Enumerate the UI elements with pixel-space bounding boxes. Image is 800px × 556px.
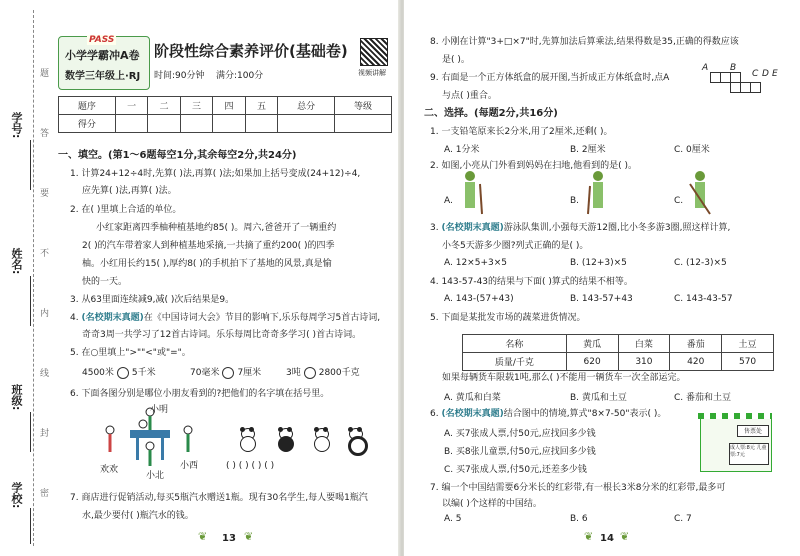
choice-option[interactable]: B. 6 (570, 514, 588, 524)
panda-view-icon (276, 428, 294, 452)
cut-mark: 不 (40, 249, 50, 259)
school-line[interactable] (30, 508, 31, 544)
page-number: 14 (600, 533, 614, 544)
question-5: 5. 在○里填上">""<"或"="。 (70, 348, 191, 358)
kid-label: 小西 (180, 461, 199, 471)
compare-right: 2800千克 (318, 368, 360, 378)
school-label: 学校: (10, 482, 23, 509)
choice-option[interactable]: A. 1分米 (444, 145, 480, 155)
question-1-line2: 应先算( )法,再算( )法。 (82, 186, 177, 196)
choice-option[interactable]: C. (12-3)×5 (674, 258, 727, 268)
net-vertex-label: C (752, 69, 759, 79)
veg-cell: 质量/千克 (463, 353, 567, 371)
compare-item (190, 365, 261, 379)
exam-source-tag: (名校期末真题) (441, 409, 504, 419)
net-vertex-label: A (702, 63, 709, 73)
question-8-line1: 8. 小刚在计算"3+□×7"时,先算加法后算乘法,结果得数是35,正确的得数应该 (430, 37, 739, 47)
exam-meta (154, 68, 263, 81)
question-2-prompt: 2. 在( )里填上合适的单位。 (70, 205, 182, 215)
panda-view-icon (312, 428, 330, 452)
compare-left: 4500米 (82, 368, 114, 378)
table-top (130, 430, 170, 438)
kid-head (146, 442, 154, 450)
score-table (58, 96, 392, 133)
choice-option[interactable]: C. 143-43-57 (674, 294, 733, 304)
veg-cell: 570 (722, 353, 774, 371)
veg-cell: 620 (566, 353, 618, 371)
kid-label: 欢欢 (100, 465, 119, 475)
student-id-line[interactable] (30, 140, 31, 190)
student-id-label: 学号: (10, 112, 23, 139)
score-cell[interactable] (245, 115, 277, 133)
leaf-icon: ❦ (244, 530, 254, 543)
score-header-cell: 一 (115, 97, 147, 115)
net-square (750, 82, 761, 93)
question-8-line2: 是( )。 (442, 55, 470, 65)
choice-3-line1: 3. (名校期末真题)游泳队集训,小强每天游12圈,比小冬多游3圈,照这样计算, (430, 223, 731, 233)
choice-option[interactable]: A. 12×5+3×5 (444, 258, 507, 268)
table-leg (161, 438, 164, 460)
answer-blanks[interactable]: ( ) ( ) ( ) ( ) (226, 461, 275, 471)
question-9-line2: 与点( )重合。 (442, 91, 497, 101)
sweeping-mom-icon (584, 170, 614, 220)
score-cell[interactable] (213, 115, 245, 133)
binding-strip (0, 0, 48, 556)
choice-5: 5. 下面是某批发市场的蔬菜进货情况。 (430, 313, 586, 323)
class-line[interactable] (30, 412, 31, 452)
score-cell[interactable] (278, 115, 335, 133)
cut-mark: 题 (40, 69, 50, 79)
choice-5-line2: 如果每辆货车限载1吨,那么( )不能用一辆货车一次全部运完。 (442, 373, 686, 383)
sweeping-mom-icon (688, 170, 718, 220)
compare-item (82, 365, 156, 379)
veg-header: 白菜 (618, 335, 670, 353)
choice-4: 4. 143-57-43的结果与下面( )算式的结果不相等。 (430, 277, 633, 287)
compare-item (286, 365, 360, 379)
choice-option[interactable]: B. (570, 196, 580, 206)
compare-left: 3吨 (286, 368, 301, 378)
choice-option[interactable]: B. 买8张儿童票,付50元,应找回多少钱 (444, 447, 596, 457)
question-7-line2: 水,最少要付( )瓶汽水的钱。 (82, 511, 194, 521)
compare-circle[interactable] (222, 367, 234, 379)
booth-sign: 售票处 (737, 425, 769, 437)
compare-right: 7厘米 (237, 368, 262, 378)
choice-option[interactable]: A. 黄瓜和白菜 (444, 393, 501, 403)
name-label: 姓名: (10, 248, 23, 275)
veg-header: 黄瓜 (566, 335, 618, 353)
choice-option[interactable]: B. (12+3)×5 (570, 258, 627, 268)
kid-label: 小北 (146, 471, 165, 481)
cut-mark: 要 (40, 189, 50, 199)
choice-6-text: 结合图中的情境,算式"8×7-50"表示( )。 (503, 409, 667, 419)
section-2-heading: 二、选择。(每题2分,共16分) (424, 108, 558, 119)
score-cell[interactable] (148, 115, 180, 133)
question-2-line1: 小红家距离四季柚种植基地约85( )。周六,爸爸开了一辆重约 (96, 223, 337, 233)
veg-cell: 310 (618, 353, 670, 371)
exam-source-tag: (名校期末真题) (81, 313, 144, 323)
exam-source-tag: (名校期末真题) (441, 223, 504, 233)
vegetable-table (462, 334, 774, 371)
question-2-line3: 柚。小红用长约15( ),厚约8( )的手机拍下了基地的风景,真是愉 (82, 259, 332, 269)
ticket-booth-figure (700, 418, 772, 472)
panda-view-icon (346, 428, 364, 452)
exam-time: 时间:90分钟 (154, 71, 205, 81)
choice-2: 2. 如图,小亮从门外看到妈妈在扫地,他看到的是( )。 (430, 161, 638, 171)
cut-line (33, 10, 34, 546)
net-vertex-label: D (762, 69, 769, 79)
cut-mark: 答 (40, 129, 50, 139)
choice-option[interactable]: B. 143-57+43 (570, 294, 633, 304)
question-4-line1: 4. (名校期末真题)在《中国诗词大会》节目的影响下,乐乐每周学习5首古诗词, (70, 313, 381, 323)
choice-6-line1: 6. (名校期末真题)结合图中的情境,算式"8×7-50"表示( )。 (430, 409, 667, 419)
veg-cell: 420 (670, 353, 722, 371)
kid-head (106, 426, 114, 434)
question-6: 6. 下面各图分别是哪位小朋友看到的?把他们的名字填在括号里。 (70, 389, 330, 399)
choice-option[interactable]: B. 2厘米 (570, 145, 606, 155)
exam-total: 满分:100分 (215, 71, 264, 81)
choice-1: 1. 一支铅笔原来长2分米,用了2厘米,还剩( )。 (430, 127, 613, 137)
choice-option[interactable]: A. 143-(57+43) (444, 294, 514, 304)
veg-header: 名称 (463, 335, 567, 353)
choice-3-line2: 小冬5天游多少圈?列式正确的是( )。 (442, 241, 589, 251)
brand-series: 小学学霸冲A卷 (65, 49, 140, 62)
brand-logo: PASS (89, 35, 115, 45)
cut-mark: 内 (40, 309, 50, 319)
question-3: 3. 从63里面连续减9,减( )次后结果是9。 (70, 295, 235, 305)
cube-net-figure (710, 72, 770, 98)
score-cell[interactable] (335, 115, 392, 133)
score-header-cell: 三 (180, 97, 212, 115)
compare-circle[interactable] (117, 367, 129, 379)
compare-circle[interactable] (304, 367, 316, 379)
net-vertex-label: E (772, 69, 778, 79)
choice-option[interactable]: A. (444, 196, 453, 206)
page-number: 13 (222, 533, 236, 544)
exam-title: 阶段性综合素养评价(基础卷) (154, 42, 348, 60)
compare-left: 70毫米 (190, 368, 220, 378)
choice-option[interactable]: C. 买7张成人票,付50元,还差多少钱 (444, 465, 587, 475)
booth-price-board: 成人票:8元 儿童票:7元 (729, 443, 769, 465)
choice-option[interactable]: C. 0厘米 (674, 145, 710, 155)
score-row-label: 得分 (59, 115, 116, 133)
class-label: 班级: (10, 384, 23, 411)
leaf-icon: ❦ (620, 530, 630, 543)
panda-view-icon (238, 428, 256, 452)
choice-3-text: 游泳队集训,小强每天游12圈,比小冬多游3圈,照这样计算, (503, 223, 731, 233)
question-1-line1: 1. 计算24+12÷4时,先算( )法,再算( )法;如果加上括号变成(24+12)÷4, (70, 169, 361, 179)
brand-grade: 数学三年级上·RJ (65, 71, 141, 82)
cut-mark: 密 (40, 489, 50, 499)
choice-option[interactable]: A. 5 (444, 514, 462, 524)
leaf-icon: ❦ (584, 530, 594, 543)
section-1-heading: 一、填空。(第1～6题每空1分,其余每空2分,共24分) (58, 150, 297, 161)
score-header-cell: 四 (213, 97, 245, 115)
sweeping-mom-icon (458, 170, 488, 220)
cut-mark: 封 (40, 429, 50, 439)
kid-label: 小明 (150, 405, 169, 415)
brand-box (58, 36, 150, 90)
choice-7-line1: 7. 编一个中国结需要6分米长的红彩带,有一根长3米8分米的红彩带,最多可 (430, 483, 726, 493)
leaf-icon: ❦ (198, 530, 208, 543)
exam-header (58, 36, 388, 88)
qr-code-icon[interactable] (360, 38, 388, 66)
score-header-cell: 题序 (59, 97, 116, 115)
score-cell[interactable] (115, 115, 147, 133)
name-line[interactable] (30, 276, 31, 326)
choice-option[interactable]: B. 黄瓜和土豆 (570, 393, 627, 403)
score-header-cell: 总分 (278, 97, 335, 115)
choice-7-line2: 以编( )个这样的中国结。 (442, 499, 542, 509)
cut-mark: 线 (40, 369, 50, 379)
choice-option[interactable]: C. 7 (674, 514, 692, 524)
net-vertex-label: B (730, 63, 737, 73)
choice-option[interactable]: A. 买7张成人票,付50元,应找回多少钱 (444, 429, 596, 439)
question-7-line1: 7. 商店进行促销活动,每买5瓶汽水赠送1瓶。现有30名学生,每人要喝1瓶汽 (70, 493, 368, 503)
veg-header: 土豆 (722, 335, 774, 353)
choice-option[interactable]: C. (674, 196, 684, 206)
choice-option[interactable]: C. 番茄和土豆 (674, 393, 732, 403)
kid-head (184, 426, 192, 434)
table-leg (136, 438, 139, 460)
score-cell[interactable] (180, 115, 212, 133)
score-header-cell: 五 (245, 97, 277, 115)
question-4-text: 在《中国诗词大会》节目的影响下,乐乐每周学习5首古诗词, (143, 313, 381, 323)
question-9-line1: 9. 右面是一个正方体纸盒的展开图,当折成正方体纸盒时,点A (430, 73, 670, 83)
compare-right: 5千米 (131, 368, 156, 378)
question-2-line2: 2( )的汽车带着家人到种植基地采摘,一共摘了重约200( )的四季 (82, 241, 335, 251)
score-header-cell: 等级 (335, 97, 392, 115)
panda-toy-icon (139, 420, 147, 428)
question-2-line4: 快的一天。 (82, 277, 128, 287)
score-header-cell: 二 (148, 97, 180, 115)
booth-awning (698, 413, 772, 419)
veg-header: 番茄 (670, 335, 722, 353)
qr-label: 视频讲解 (358, 69, 386, 77)
question-4-line2: 奇奇3周一共学习了12首古诗词。乐乐每周比奇奇多学习( )首古诗词。 (82, 330, 362, 340)
